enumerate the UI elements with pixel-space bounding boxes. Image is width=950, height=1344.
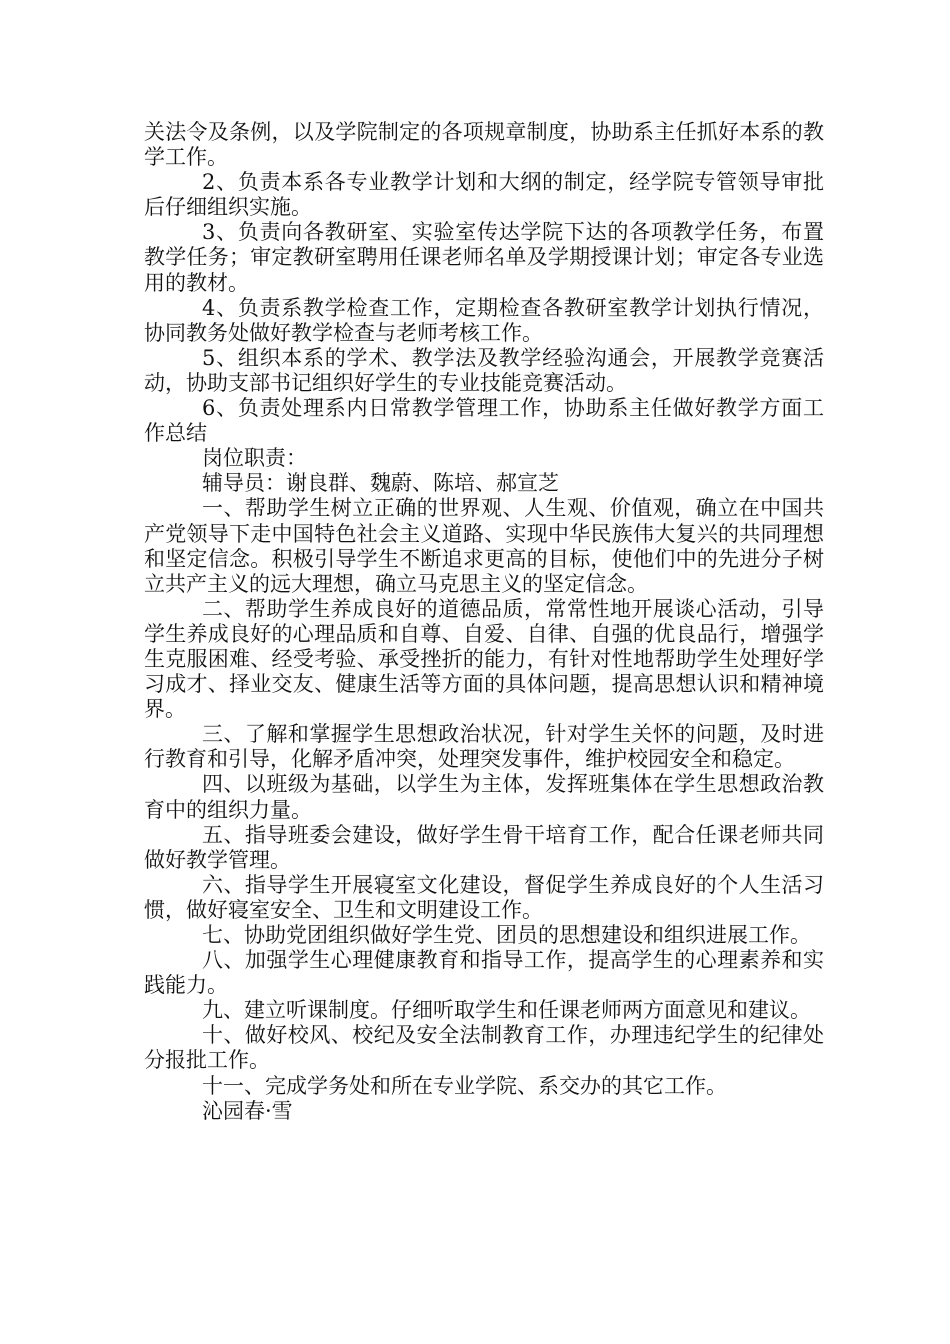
paragraph-duty-3: 3、负责向各教研室、实验室传达学院下达的各项教学任务，布置教学任务；审定教研室聘用任课老师名单及学期授课计划；审定各专业选用的教材。	[144, 220, 824, 295]
paragraph-duty-5: 5、组织本系的学术、教学法及教学经验沟通会，开展教学竞赛活动，协助支部书记组织好学生的专业技能竞赛活动。	[144, 345, 824, 395]
poem-title: 沁园春·雪	[202, 1098, 293, 1123]
paragraph-item-1: 一、帮助学生树立正确的世界观、人生观、价值观，确立在中国共产党领导下走中国特色社会主义道路、实现中华民族伟大复兴的共同理想和坚定信念。积极引导学生不断追求更高的目标，使他们中的先进分子树立共产主义的远大理想，确立马克思主义的坚定信念。	[144, 496, 824, 596]
section-heading-job-duties: 岗位职责：	[202, 446, 307, 471]
paragraph-item-9: 九、建立听课制度。仔细听取学生和任课老师两方面意见和建议。	[202, 998, 811, 1023]
paragraph-duty-2: 2、负责本系各专业教学计划和大纲的制定，经学院专管领导审批后仔细组织实施。	[144, 170, 824, 220]
document-body	[144, 120, 824, 1124]
paragraph-item-7: 七、协助党团组织做好学生党、团员的思想建设和组织进展工作。	[202, 923, 811, 947]
paragraph-item-6: 六、指导学生开展寝室文化建设，督促学生养成良好的个人生活习惯，做好寝室安全、卫生和文明建设工作。	[144, 872, 824, 922]
paragraph-item-5: 五、指导班委会建设，做好学生骨干培育工作，配合任课老师共同做好教学管理。	[144, 822, 824, 872]
paragraph-continuation: 关法令及条例，以及学院制定的各项规章制度，协助系主任抓好本系的教学工作。	[144, 120, 824, 170]
paragraph-duty-4: 4、负责系教学检查工作，定期检查各教研室教学计划执行情况，协同教务处做好教学检查与老师考核工作。	[144, 295, 824, 345]
paragraph-item-8: 八、加强学生心理健康教育和指导工作，提高学生的心理素养和实践能力。	[144, 948, 824, 998]
paragraph-item-11: 十一、完成学务处和所在专业学院、系交办的其它工作。	[202, 1073, 727, 1098]
counselor-names: 辅导员：谢良群、魏蔚、陈培、郝宣芝	[202, 471, 559, 496]
paragraph-item-3: 三、了解和掌握学生思想政治状况，针对学生关怀的问题，及时进行教育和引导，化解矛盾冲突，处理突发事件，维护校园安全和稳定。	[144, 722, 824, 772]
paragraph-item-4: 四、以班级为基础，以学生为主体，发挥班集体在学生思想政治教育中的组织力量。	[144, 772, 824, 822]
paragraph-item-10: 十、做好校风、校纪及安全法制教育工作，办理违纪学生的纪律处分报批工作。	[144, 1023, 824, 1073]
paragraph-duty-6: 6、负责处理系内日常教学管理工作，协助系主任做好教学方面工作总结	[144, 396, 824, 446]
paragraph-item-2: 二、帮助学生养成良好的道德品质，常常性地开展谈心活动，引导学生养成良好的心理品质和自尊、自爱、自律、自强的优良品行，增强学生克服困难、经受考验、承受挫折的能力，有针对性地帮助学生处理好学习成才、择业交友、健康生活等方面的具体问题，提高思想认识和精神境界。	[144, 596, 824, 722]
